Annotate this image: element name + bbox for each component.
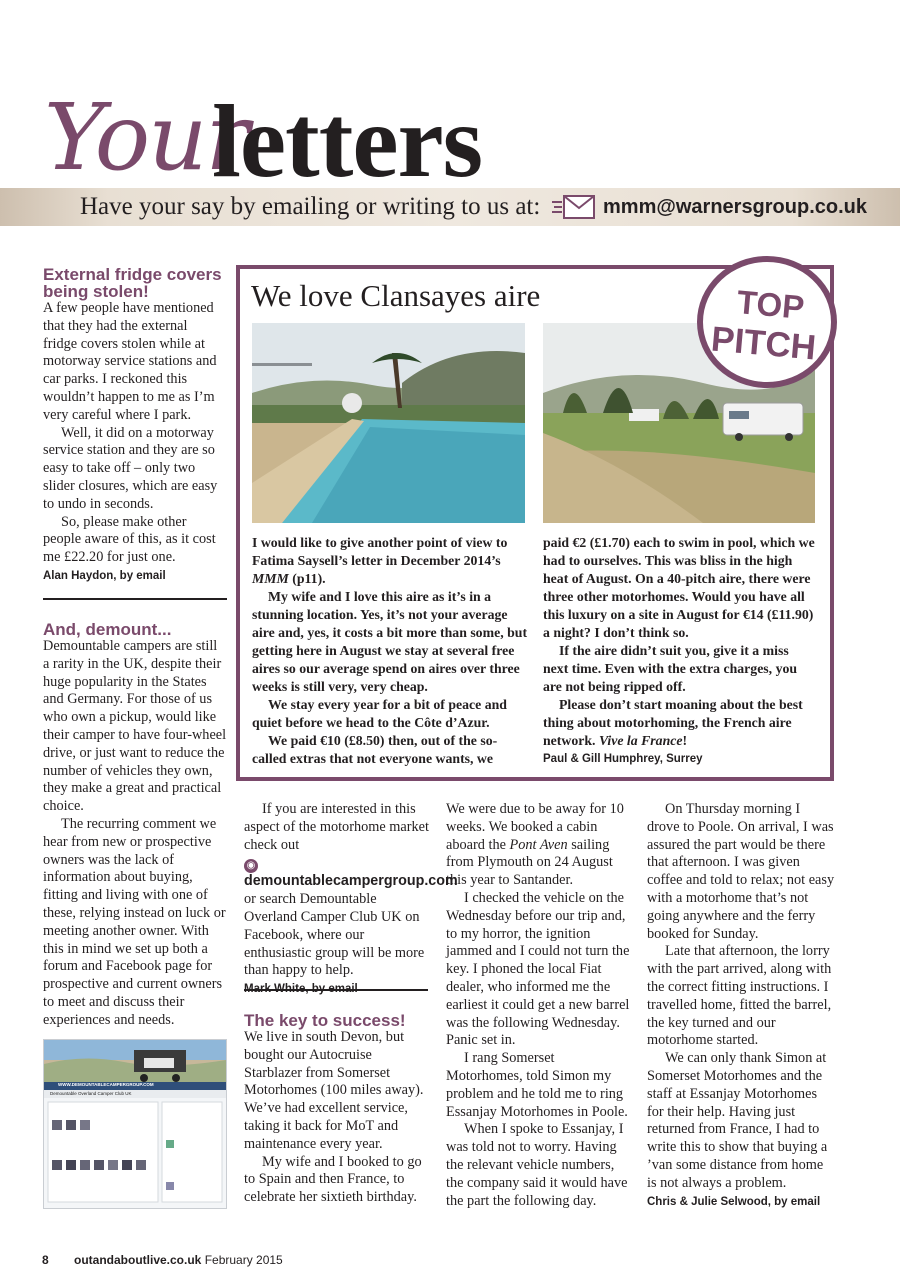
- paragraph: The recurring comment we hear from new or prospective owners was the lack of information about buying, fitting and living with one of these, relying instead on luck or meeting another owner. With this in mind we set up both a forum and Facebook page for prospective and current owners to meet and discuss their experiences and needs.: [43, 815, 226, 1028]
- screenshot-group-name: Demountable Overland Camper Club UK: [50, 1091, 132, 1096]
- paragraph: I would like to give another point of view to Fatima Saysell’s letter in December 2014’s MMM (p11).: [252, 535, 508, 586]
- letter-demount: [43, 621, 227, 1030]
- paragraph: ◉ demountablecampergroup.com or search Demountable Overland Camper Club UK on Facebook, where our enthusiastic group will be more than happy to help.: [244, 860, 458, 979]
- divider: [244, 989, 428, 991]
- globe-icon: ◉: [244, 859, 258, 873]
- paragraph: We live in south Devon, but bought our Autocruise Starblazer from Somerset Motorhomes (100 miles away). We’ve had excellent service, taking it back for MoT and maintenance every year.: [244, 1029, 424, 1152]
- letter-icon: [552, 194, 596, 220]
- letter-key-column-2: [446, 801, 632, 1210]
- signature: Paul & Gill Humphrey, Surrey: [543, 753, 703, 765]
- letter-heading: External fridge covers being stolen!: [43, 265, 222, 301]
- letter-key-column-3: [647, 801, 835, 1211]
- paragraph: If you are interested in this aspect of the motorhome market check out: [244, 801, 430, 853]
- paragraph: On Thursday morning I drove to Poole. On arrival, I was assured the part would be there that afternoon. I was given coffee and told to relax; not easy with a motorhome that’s not going anywhere and the ferry booked for Sunday.: [647, 801, 835, 942]
- title-script: Your: [44, 84, 248, 191]
- title-bold: letters: [212, 84, 483, 199]
- paragraph: Well, it did on a motorway service station and they are so easy to take off – only two slider closures, which are easy to undo in seconds.: [43, 424, 218, 512]
- letter-key-to-success: [244, 1012, 431, 1207]
- letter-heading: The key to success!: [244, 1011, 406, 1030]
- paragraph: A few people have mentioned that they had the external fridge covers stolen while at motorway service stations and car parks. I reckoned this wouldn’t happen to me as I’m very careful where I park.: [43, 300, 217, 423]
- paragraph: We can only thank Simon at Somerset Motorhomes and the staff at Essanjay Motorhomes for their help. Having just returned from France, I had to write this to show that buying a ’van some distance from home is not always a problem.: [647, 1050, 828, 1191]
- paragraph: I rang Somerset Motorhomes, told Simon my problem and he told me to ring Essanjay Motorhomes in Poole.: [446, 1050, 628, 1120]
- badge-text-pitch: PITCH: [709, 319, 818, 368]
- footer-site: outandaboutlive.co.uk February 2015: [74, 1253, 283, 1267]
- paragraph: We stay every year for a bit of peace and quiet before we head to the Côte d’Azur.: [252, 697, 507, 730]
- letter-heading: And, demount...: [43, 620, 172, 639]
- feature-column-2: [543, 534, 817, 768]
- paragraph: Demountable campers are still a rarity in the UK, despite their huge popularity in the States and Germany. For those of us who own a pickup, would like their camper to have four-wheel drive, or just want to reduce the number of vehicles they own, they make a great and practical choice.: [43, 638, 227, 815]
- letter-demount-continued: [244, 801, 458, 998]
- paragraph: We were due to be away for 10 weeks. We booked a cabin aboard the Pont Aven sailing from Plymouth on 24 August this year to Santander.: [446, 801, 624, 889]
- top-pitch-badge: [697, 256, 837, 388]
- feature-column-1: [252, 534, 528, 768]
- website-screenshot-art: [44, 1040, 226, 1208]
- paragraph: My wife and I love this aire as it’s in a stunning location. Yes, it’s not your average aire and, yes, it costs a bit more than some, but getting here in August we stay at several free aires so our average spend on aires over three weeks is still very, very cheap.: [252, 589, 528, 694]
- letter-fridge-covers: [43, 266, 223, 585]
- paragraph: I checked the vehicle on the Wednesday before our trip and, to my horror, the ignition jammed and I could not turn the key. I phoned the local Fiat dealer, who informed me the earliest it could get a new barrel was the following Wednesday. Panic set in.: [446, 889, 630, 1049]
- pool-photo-art: [252, 323, 525, 523]
- paragraph: Late that afternoon, the lorry with the part arrived, along with the correct fitting instructions. I travelled home, fitted the barrel, the key turned and our motorhome started.: [647, 943, 832, 1049]
- paragraph: My wife and I booked to go to Spain and then France, to celebrate her sixtieth birthday.: [244, 1153, 422, 1206]
- paragraph: So, please make other people aware of this, as it cost me £22.20 for just one.: [43, 513, 216, 566]
- paragraph: Please don’t start moaning about the best thing about motorhoming, the French aire network. Vive la France!: [543, 697, 803, 748]
- page-number: 8: [42, 1253, 49, 1267]
- paragraph: If the aire didn’t suit you, give it a miss next time. Even with the extra charges, you are not being ripped off.: [543, 643, 798, 694]
- contact-email[interactable]: mmm@warnersgroup.co.uk: [603, 196, 868, 218]
- divider: [43, 598, 227, 600]
- screenshot-banner: WWW.DEMOUNTABLECAMPERGROUP.COM: [58, 1082, 154, 1087]
- website-screenshot: [43, 1039, 227, 1209]
- signature: Chris & Julie Selwood, by email: [647, 1195, 821, 1208]
- paragraph: When I spoke to Essanjay, I was told not to worry. Having the relevant vehicle numbers, the company said it would have the part the following day.: [446, 1121, 628, 1209]
- signature: Alan Haydon, by email: [43, 569, 166, 582]
- website-link[interactable]: demountablecampergroup.com: [244, 873, 458, 890]
- paragraph: We paid €10 (£8.50) then, out of the so-called extras that not everyone wants, we: [252, 733, 498, 766]
- paragraph: paid €2 (£1.70) each to swim in pool, which we had to ourselves. This was bliss in the high heat of August. On a 40-pitch aire, there were three other motorhomes. Would you have all this luxury on a site in August for €14 (£11.90) a night? I don’t think so.: [543, 535, 815, 640]
- badge-text-top: TOP: [735, 283, 806, 326]
- tagline: Have your say by emailing or writing to us at:: [80, 193, 541, 220]
- feature-title: We love Clansayes aire: [251, 278, 541, 313]
- pool-photo: [252, 323, 525, 523]
